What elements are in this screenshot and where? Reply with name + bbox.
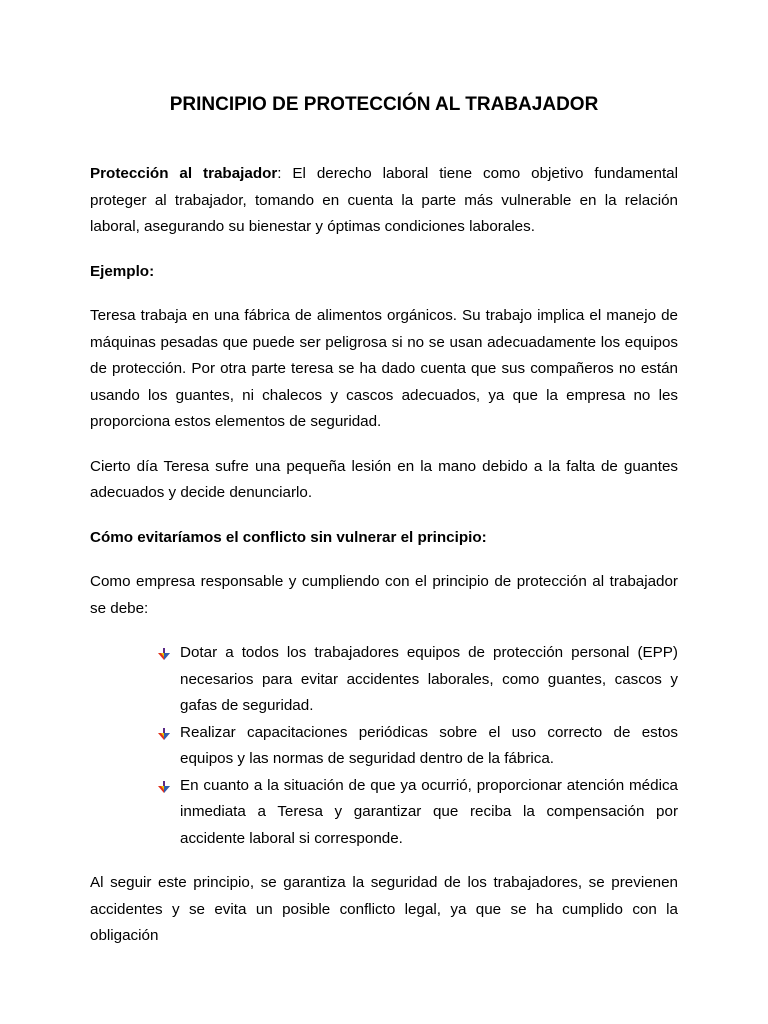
list-item [180,720,678,773]
arrow-down-bullet-icon [157,647,171,661]
list-item-text: Realizar capacitaciones periódicas sobre el uso correcto de estos equipos y las normas de seguridad dentro de la fábrica. [180,723,678,767]
conclusion-paragraph: Al seguir este principio, se garantiza la seguridad de los trabajadores, se previenen accidentes y se evita un posible conflicto legal, ya que se ha cumplido con la obligación [90,874,678,944]
example-heading: Ejemplo: [90,262,155,280]
intro-label: Protección al trabajador [90,165,278,182]
resolution-heading: Cómo evitaríamos el conflicto sin vulnerar el principio: [90,528,487,546]
document-title: PRINCIPIO DE PROTECCIÓN AL TRABAJADOR [169,94,599,115]
example-paragraph-1: Teresa trabaja en una fábrica de alimentos orgánicos. Su trabajo implica el manejo de máquinas pesadas que puede ser peligrosa si no se usan adecuadamente los equipos de protección. Por otra parte teresa se ha dado cuenta que sus compañeros no están usando los guantes, ni chalecos y cascos adecuados, ya que la empresa no les proporciona estos elementos de seguridad. [90,307,678,430]
intro-text: : El derecho laboral tiene como objetivo fundamental proteger al trabajador, tomando en cuenta la parte más vulnerable en la relación laboral, asegurando su bienestar y óptimas condiciones laborales. [90,165,678,235]
list-item-text: En cuanto a la situación de que ya ocurrió, proporcionar atención médica inmediata a Teresa y garantizar que reciba la compensación por accidente laboral si corresponde. [180,776,678,847]
document-body [90,92,678,968]
list-item [180,640,678,720]
list-item [180,773,678,853]
list-item-text: Dotar a todos los trabajadores equipos de protección personal (EPP) necesarios para evitar accidentes laborales, como guantes, cascos y gafas de seguridad. [180,644,678,714]
example-paragraph-2: Cierto día Teresa sufre una pequeña lesión en la mano debido a la falta de guantes adecuados y decide denunciarlo. [90,457,678,501]
intro-paragraph [90,161,678,241]
measures-list [90,640,678,852]
resolution-intro: Como empresa responsable y cumpliendo con el principio de protección al trabajador se debe: [90,573,678,617]
arrow-down-bullet-icon [157,780,171,794]
arrow-down-bullet-icon [157,727,171,741]
